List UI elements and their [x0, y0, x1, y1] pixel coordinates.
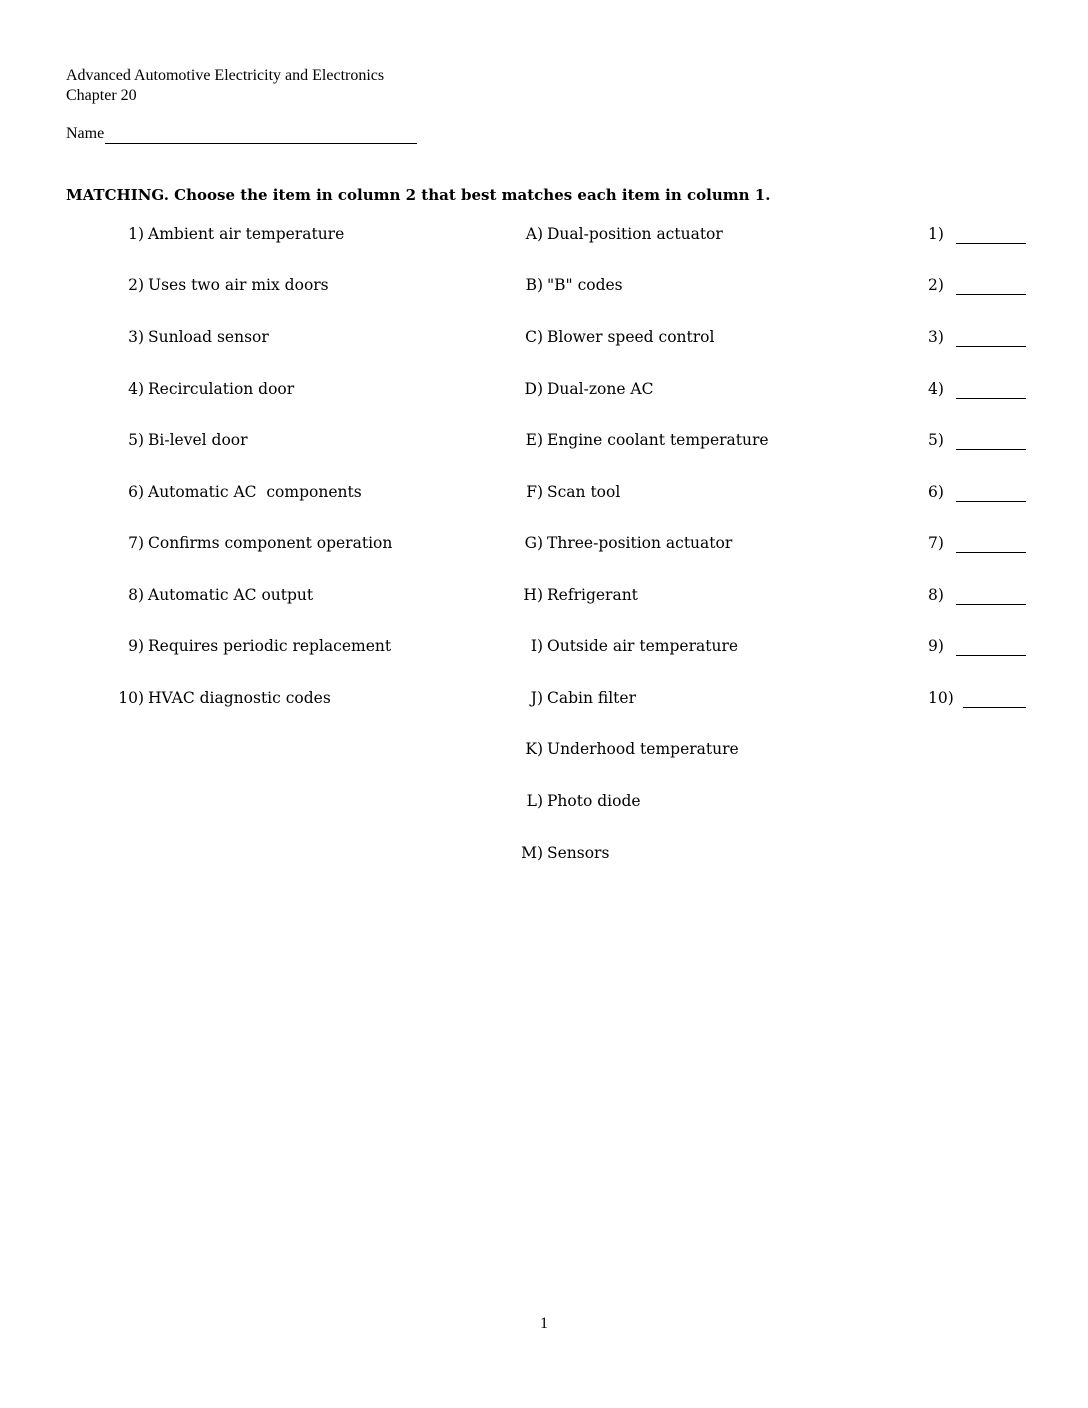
- option-letter: F): [526, 483, 543, 501]
- item-number: 10): [118, 689, 144, 707]
- item-text: Recirculation door: [148, 380, 295, 398]
- item-text: Ambient air temperature: [148, 225, 345, 243]
- option-letter: K): [525, 740, 543, 758]
- answer-number: 4): [928, 380, 944, 398]
- item-text: Bi-level door: [148, 431, 248, 449]
- option-letter: I): [530, 637, 543, 655]
- option-text: Three-position actuator: [547, 534, 733, 552]
- answer-number: 2): [928, 276, 944, 294]
- item-number: 1): [128, 225, 144, 243]
- answer-number: 10): [928, 689, 954, 707]
- answer-number: 8): [928, 586, 944, 604]
- option-letter: J): [530, 689, 543, 707]
- option-text: Photo diode: [547, 792, 641, 810]
- matching-row: [0, 428, 1088, 452]
- answer-blank[interactable]: [956, 231, 1026, 244]
- answer-number: 7): [928, 534, 944, 552]
- name-label: Name: [66, 125, 105, 142]
- matching-row: [0, 686, 1088, 710]
- name-blank[interactable]: [105, 125, 417, 144]
- matching-row: [0, 222, 1088, 246]
- option-text: Dual-zone AC: [547, 380, 654, 398]
- item-number: 6): [128, 483, 144, 501]
- option-text: Sensors: [547, 844, 610, 862]
- option-text: Dual-position actuator: [547, 225, 723, 243]
- course-title: Advanced Automotive Electricity and Electronics: [66, 67, 385, 84]
- item-text: Sunload sensor: [148, 328, 269, 346]
- matching-row: [0, 377, 1088, 401]
- matching-row: [0, 325, 1088, 349]
- option-letter: G): [524, 534, 543, 552]
- matching-row: [0, 789, 1088, 813]
- option-letter: B): [525, 276, 543, 294]
- answer-number: 1): [928, 225, 944, 243]
- item-number: 3): [128, 328, 144, 346]
- option-text: Cabin filter: [547, 689, 636, 707]
- answer-blank[interactable]: [956, 489, 1026, 502]
- document-header: [66, 66, 384, 106]
- chapter-title: Chapter 20: [66, 87, 137, 104]
- answer-blank[interactable]: [956, 592, 1026, 605]
- option-letter: A): [525, 225, 543, 243]
- item-text: Uses two air mix doors: [148, 276, 329, 294]
- answer-blank[interactable]: [956, 540, 1026, 553]
- item-text: Automatic AC output: [148, 586, 314, 604]
- answer-blank[interactable]: [963, 695, 1026, 708]
- option-text: Engine coolant temperature: [547, 431, 769, 449]
- option-letter: E): [525, 431, 543, 449]
- option-text: Scan tool: [547, 483, 621, 501]
- option-letter: D): [524, 380, 543, 398]
- option-text: Outside air temperature: [547, 637, 739, 655]
- item-number: 2): [128, 276, 144, 294]
- option-text: "B" codes: [547, 276, 623, 294]
- item-text: HVAC diagnostic codes: [148, 689, 331, 707]
- item-text: Requires periodic replacement: [148, 637, 392, 655]
- item-number: 5): [128, 431, 144, 449]
- option-text: Blower speed control: [547, 328, 715, 346]
- option-letter: H): [523, 586, 543, 604]
- option-letter: C): [525, 328, 543, 346]
- answer-blank[interactable]: [956, 386, 1026, 399]
- page-number: 1: [540, 1315, 548, 1332]
- option-text: Refrigerant: [547, 586, 638, 604]
- item-number: 4): [128, 380, 144, 398]
- matching-row: [0, 583, 1088, 607]
- option-letter: L): [526, 792, 543, 810]
- item-number: 7): [128, 534, 144, 552]
- matching-row: [0, 634, 1088, 658]
- answer-blank[interactable]: [956, 437, 1026, 450]
- item-text: Automatic AC components: [148, 483, 362, 501]
- item-number: 8): [128, 586, 144, 604]
- matching-instructions: MATCHING. Choose the item in column 2 that best matches each item in column 1.: [66, 186, 771, 204]
- option-letter: M): [521, 844, 543, 862]
- answer-number: 9): [928, 637, 944, 655]
- matching-row: [0, 273, 1088, 297]
- answer-number: 5): [928, 431, 944, 449]
- matching-row: [0, 841, 1088, 865]
- item-number: 9): [128, 637, 144, 655]
- answer-blank[interactable]: [956, 334, 1026, 347]
- answer-blank[interactable]: [956, 643, 1026, 656]
- answer-number: 3): [928, 328, 944, 346]
- option-text: Underhood temperature: [547, 740, 739, 758]
- item-text: Confirms component operation: [148, 534, 393, 552]
- matching-row: [0, 531, 1088, 555]
- answer-number: 6): [928, 483, 944, 501]
- answer-blank[interactable]: [956, 282, 1026, 295]
- name-field-row: [66, 124, 417, 144]
- matching-row: [0, 737, 1088, 761]
- matching-row: [0, 480, 1088, 504]
